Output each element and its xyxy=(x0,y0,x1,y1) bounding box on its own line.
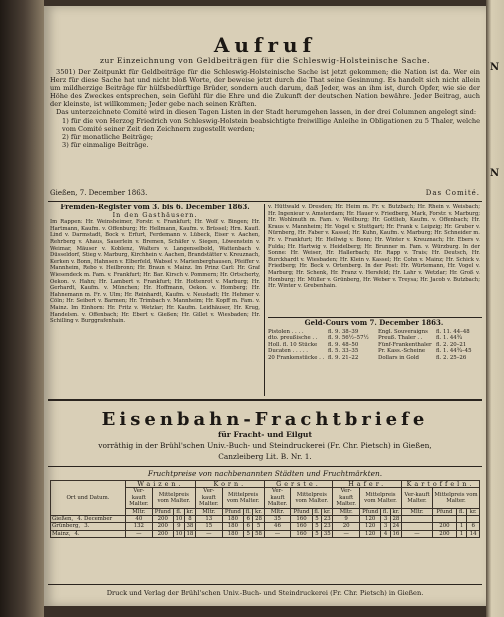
unit-header: Mltr. xyxy=(195,508,222,515)
coin-name: Ducaten . . . . . xyxy=(268,348,308,355)
register-text: Im Rappen: Hr. Weinsheimer, Forstr. v. Frankfurt; Hr. Wolf v. Bingen; Hr. Hartmann, Kaufm. v. Offenburg; Hr. Hellmann, Kaufm. v. Brüssel; Hrn. Kaufl. Lind v. Darmstadt, Bock v. Erfurt, Ferdemann v. Lübeck, Eiser v. Aachen, Rehrberg v. Ahaus, Sauerlein v. Bremen, Schäfer v. Siegen, Löwenstein v. Weimar, Mäuser v. Koblenz, Walters v. Langenselbold, Wattenbach v. Düsseldorf, Stieg v. Marburg, Kirchhein v. Aachen, Brandstätter v. Kreuznach, Kerken v. Bonn, Hahnsen v. Elberfeld, Wabsel v. Marienberghausen, Pfeiffer v. Mannheim, Rebo v. Heilbronn; Hr. Braun v. Mainz. Im Prinz Carl: Hr. Graf Wiesendeck m. Fam. v. Frankfurt; Hr. Bar. Kirsch v. Pommern; Hr. Ortscherty, Oekon. v. Hahn; Hr. Lambert v. Frankfurt; Hr. Hottenrot v. Marburg; Hr. Gerhardt, Kaufm. v. München; Hr. Hoffmann, Oekon. v. Homberg; Hr. Hahnemann m. Fr. v. Ulm; Hr. Reinhardt, Kaufm. v. Neustadt; Hr. Hehmer v. Cöln; Hr. Seibert v. Barmen; Hr. Trimbach v. Mannheim; Hr. Kopff m. Fam. v. Mainz. Im Einhorn: Hr. Fritz v. Wetzlar; Hr. Kaufm. Leidhäuser, Hr. Krug, Handelsm. v. Offenbach; Hr. Ebert v. Gießen; Hr. Gillet v. Wiesbaden; Hr. Schilling v. Burggrafenhain. xyxy=(50,219,260,325)
price-cell: 200 xyxy=(152,530,173,537)
mean-price-header: Mittelpreis vom Malter. xyxy=(359,488,401,508)
market-date: 4. xyxy=(74,530,80,537)
unit-header: kr. xyxy=(184,508,195,515)
notice-signature-line xyxy=(50,189,480,197)
price-cell: 160 xyxy=(291,516,312,523)
coin-rate: fl. 1. 44¾–45 xyxy=(436,348,472,355)
price-cell: 10 xyxy=(173,516,184,523)
notice-paragraph: 3501) Der Zeitpunkt für Geldbeiträge für die Schleswig-Holsteinische Sache ist jetzt gekommen; die Nation ist da. Wer ein Herz für diese Sache hat und nicht bloß Worte, der beweise jetzt durch die That seine Gesinnung. Es handelt sich nicht allein um mildherzige Beiträge für hülfsbedürftige Brüder, sondern auch darum, daß Jeder, was an ihm ist, durch Opfer, wie sie der Höhe des Zweckes entsprechen, sein Gefühl für die Ehre und die Zukunft der deutschen Nation bewähre. Jeder Beitrag, auch der kleinste, ist willkommen; Jeder gebe nach seinen Kräften. xyxy=(50,68,480,109)
coin-name: Pistolen . . . . xyxy=(268,328,304,335)
printer-imprint: Druck und Verlag der Brühl'schen Univ.-Buch- und Steindruckerei (Fr. Chr. Pietsch) in Gießen. xyxy=(106,589,424,597)
price-cell: — xyxy=(126,530,153,537)
price-cell: 180 xyxy=(222,523,243,530)
unit-header: kr. xyxy=(253,508,264,515)
price-cell: 5 xyxy=(312,523,321,530)
unit-header: kr. xyxy=(390,508,401,515)
facing-page-fragment: N xyxy=(490,62,500,73)
notice-item: 3) für einmalige Beiträge. xyxy=(62,140,149,149)
gold-rates-title: Geld-Cours vom 7. December 1863. xyxy=(304,318,444,327)
price-cell: 4 xyxy=(381,530,390,537)
price-cell: 8 xyxy=(184,516,195,523)
unit-header: Mltr. xyxy=(333,508,360,515)
notice-item: 2) für monatliche Beiträge; xyxy=(62,132,153,141)
price-cell: 16 xyxy=(390,530,401,537)
price-cell: 200 xyxy=(152,516,173,523)
book-gutter xyxy=(0,0,44,617)
sold-header: Ver-kauft Malter. xyxy=(264,488,291,508)
price-cell: 3 xyxy=(381,523,390,530)
price-cell: 120 xyxy=(359,523,380,530)
newspaper-page xyxy=(44,6,486,606)
unit-header: Pfund xyxy=(152,508,173,515)
register-subtitle: In den Gasthäusern. xyxy=(112,210,198,219)
facing-page-fragment: N xyxy=(490,168,500,179)
freight-title: Eisenbahn-Frachtbriefe xyxy=(101,409,429,430)
divider xyxy=(48,584,482,585)
unit-header: Pfund xyxy=(432,508,456,515)
table-header-row xyxy=(51,481,480,488)
table-row xyxy=(51,516,480,523)
gold-rate-row xyxy=(268,355,480,362)
price-cell: 28 xyxy=(390,516,401,523)
mean-price-header: Mittelpreis vom Malter. xyxy=(432,488,479,508)
price-cell: 35 xyxy=(322,530,333,537)
price-cell: 13 xyxy=(195,516,222,523)
divider xyxy=(48,399,482,401)
price-cell xyxy=(467,516,480,523)
freight-subtitle: für Fracht- und Eilgut xyxy=(218,430,312,439)
register-column-left xyxy=(50,204,260,394)
unit-header: Pfund xyxy=(222,508,243,515)
crop-header: Kartoffeln. xyxy=(401,481,479,488)
price-cell: 6 xyxy=(244,523,253,530)
price-cell: 1 xyxy=(456,530,466,537)
market-date: 4. December xyxy=(77,516,113,523)
price-cell: — xyxy=(264,530,291,537)
price-cell xyxy=(432,516,456,523)
price-cell: 35 xyxy=(264,516,291,523)
freight-address: Canzleiberg Lit. B. Nr. 1. xyxy=(218,452,312,461)
price-cell: 5 xyxy=(312,516,321,523)
unit-header: Mltr. xyxy=(401,508,432,515)
coin-rate: fl. 9. 48–50 xyxy=(328,341,359,348)
mean-price-header: Mittelpreis vom Malter. xyxy=(291,488,333,508)
crop-header: Hafer. xyxy=(333,481,402,488)
price-cell: — xyxy=(401,530,432,537)
unit-header: Mltr. xyxy=(126,508,153,515)
price-cell: 160 xyxy=(291,530,312,537)
unit-header: Pfund xyxy=(359,508,380,515)
place-date-header: Ort und Datum. xyxy=(51,481,126,516)
place-date-cell xyxy=(51,516,126,523)
place-date-cell xyxy=(51,530,126,537)
price-cell: 20 xyxy=(333,523,360,530)
coin-rate: fl. 9. 38–39 xyxy=(328,328,359,335)
coin-rate: fl. 1. 44¾ xyxy=(436,335,462,342)
unit-header: Pfund xyxy=(291,508,312,515)
facing-page-edge xyxy=(486,0,504,617)
unit-header: fl. xyxy=(381,508,390,515)
sold-header: Ver-kauft Malter. xyxy=(333,488,360,508)
mean-price-header: Mittelpreis vom Malter. xyxy=(222,488,264,508)
coin-name: Fünf-Frankenthaler xyxy=(378,341,432,348)
coin-name: Preuß. Thaler . . xyxy=(378,335,423,342)
notice-place-date: Gießen, 7. December 1863. xyxy=(50,189,148,197)
notice-subtitle: zur Einzeichnung von Geldbeiträgen für die Schleswig-Holsteinische Sache. xyxy=(100,56,430,65)
price-cell: 9 xyxy=(333,516,360,523)
price-cell xyxy=(401,516,432,523)
unit-header: kr. xyxy=(467,508,480,515)
price-cell: 40 xyxy=(126,516,153,523)
price-cell: 18 xyxy=(184,530,195,537)
column-rule xyxy=(264,204,265,396)
unit-header: fl. xyxy=(312,508,321,515)
price-cell: 15 xyxy=(195,523,222,530)
price-cell: 132 xyxy=(126,523,153,530)
price-cell: 14 xyxy=(467,530,480,537)
price-cell: 160 xyxy=(291,523,312,530)
gold-rates xyxy=(268,320,480,361)
notice-item: 1) für die von Herzog Friedrich von Schleswig-Holstein beabsichtigte freiwillige Anleihe in Obligationen zu 5 Thaler, welche vom Comité seiner Zeit den Zeichnern zugestellt werden; xyxy=(62,116,480,133)
grain-price-table xyxy=(50,480,480,538)
coin-name: dto. preußische . . xyxy=(268,335,318,342)
price-cell: 23 xyxy=(322,523,333,530)
price-cell: 120 xyxy=(359,516,380,523)
coin-name: Holl. fl. 10 Stücke xyxy=(268,341,318,348)
price-cell: 3 xyxy=(381,516,390,523)
price-cell: — xyxy=(333,530,360,537)
price-cell: 58 xyxy=(253,530,264,537)
price-cell xyxy=(456,516,466,523)
notice-signature: Das Comité. xyxy=(425,189,480,197)
coin-rate: fl. 11. 44–48 xyxy=(436,328,470,335)
price-cell: 5 xyxy=(253,523,264,530)
coin-name: Pr. Kass.-Scheine xyxy=(378,348,426,355)
coin-rate: fl. 9. 21–22 xyxy=(328,354,359,361)
price-cell: 200 xyxy=(432,530,456,537)
price-cell: 180 xyxy=(222,516,243,523)
mean-price-header: Mittelpreis vom Malter. xyxy=(152,488,195,508)
price-cell: 120 xyxy=(359,530,380,537)
coin-rate: fl. 2. 20–21 xyxy=(436,341,467,348)
coin-name: 20 Frankenstücke . . xyxy=(268,354,325,361)
price-cell xyxy=(401,523,432,530)
price-cell: 6 xyxy=(467,523,480,530)
price-cell: 200 xyxy=(432,523,456,530)
unit-header: kr. xyxy=(322,508,333,515)
coin-name: Engl. Souveraigns xyxy=(378,328,428,335)
notice-paragraph: Das unterzeichnete Comité wird in diesen Tagen Listen in der Stadt herumgehen lassen, in der drei Columnen angelegt sind: xyxy=(56,108,477,117)
price-cell: — xyxy=(195,530,222,537)
freight-publisher: vorräthig in der Brühl'schen Univ.-Buch- und Steindruckerei (Fr. Chr. Pietsch) in Gießen, xyxy=(98,441,432,450)
table-row xyxy=(51,530,480,537)
notice-title: Aufruf xyxy=(213,33,317,57)
prices-title: Fruchtpreise von nachbenannten Städten und Fruchtmärkten. xyxy=(147,469,383,478)
table-body xyxy=(51,516,480,538)
register-title: Fremden-Register vom 3. bis 6. December 1863. xyxy=(60,204,250,211)
notice-body xyxy=(50,68,480,149)
sold-header: Ver-kauft Malter. xyxy=(401,488,432,508)
register-column-right xyxy=(268,204,480,314)
price-cell: 5 xyxy=(312,530,321,537)
price-cell: 23 xyxy=(322,516,333,523)
crop-header: Gerste. xyxy=(264,481,333,488)
coin-rate: fl. 5. 33–35 xyxy=(328,348,359,355)
crop-header: Waizen. xyxy=(126,481,196,488)
divider xyxy=(48,201,482,202)
price-cell: 9 xyxy=(173,523,184,530)
table-row xyxy=(51,523,480,530)
place-name: Gießen, xyxy=(52,516,74,523)
price-cell: 24 xyxy=(390,523,401,530)
coin-rate: fl. 9. 56½–57½ xyxy=(328,335,369,342)
crop-header: Korn. xyxy=(195,481,264,488)
price-cell: 38 xyxy=(184,523,195,530)
register-text: v. Hüttwald v. Dresden; Hr. Heim m. Fr. v. Butzbach; Hr. Rhein v. Weisbach; Hr. Ingenieur v. Amsterdam; Hr. Hauer v. Friedberg, Mark, Forstr. v. Marburg; Hr. Wohlmuth m. Fam. v. Weilburg; Hr. Gottlieb, Kaufm. v. Offenbach; Hr. Kraus v. Mannheim; Hr. Vogel v. Stuttgart; Hr. Frank v. Leipzig; Hr. Gruber v. Nürnberg, Hr. Faber v. Kassel; Hr. Kuhn, Kaufm. v. Marburg; Hr. Schneider m. Fr. v. Frankfurt; Hr. Hellwig v. Bonn; Hr. Winter v. Kreuznach; Hr. Ebers v. Fulda; Hr. Hartwig v. Heidelberg; Hr. Brunner m. Fam. v. Würzburg. In der Sonne: Hr. Weiser, Hr. Hallerbach; Hr. Rapp v. Trais; Hr. Deutsch, Hr. Burckhardt v. Wiesbaden; Hr. Klein v. Kassel; Hr. Cohn v. Mainz; Hr. Schick v. Friedberg; Hr. Beck v. Ortenberg. In der Post: Hr. Würtemann, Hr. Vogel v. Marburg; Hr. Schenk, Hr. Franz v. Hersfeld; Hr. Lahr v. Wetzlar; Hr. Groß v. Homburg; Hr. Müller v. Grünberg, Hr. Weber v. Treysa; Hr. Jacob v. Butzbach; Hr. Winter v. Grebenhain. xyxy=(268,204,480,290)
coin-name: Dollars in Gold xyxy=(378,354,419,361)
price-cell: 10 xyxy=(173,530,184,537)
sold-header: Ver-kauft Malter. xyxy=(126,488,153,508)
place-name: Grünberg, xyxy=(52,523,81,530)
market-date: 3. xyxy=(84,523,90,530)
place-name: Mainz, xyxy=(52,530,71,537)
price-cell: 1 xyxy=(456,523,466,530)
unit-header: fl. xyxy=(173,508,184,515)
price-cell: 200 xyxy=(152,523,173,530)
coin-rate: fl. 2. 25–26 xyxy=(436,354,467,361)
price-cell: 28 xyxy=(253,516,264,523)
price-cell: 6 xyxy=(244,516,253,523)
sold-header: Ver-kauft Malter. xyxy=(195,488,222,508)
unit-header: Mltr. xyxy=(264,508,291,515)
unit-header: fl. xyxy=(244,508,253,515)
divider xyxy=(48,466,482,467)
place-date-cell xyxy=(51,523,126,530)
price-cell: 5 xyxy=(244,530,253,537)
price-cell: 46 xyxy=(264,523,291,530)
price-cell: 180 xyxy=(222,530,243,537)
unit-header: fl. xyxy=(456,508,466,515)
